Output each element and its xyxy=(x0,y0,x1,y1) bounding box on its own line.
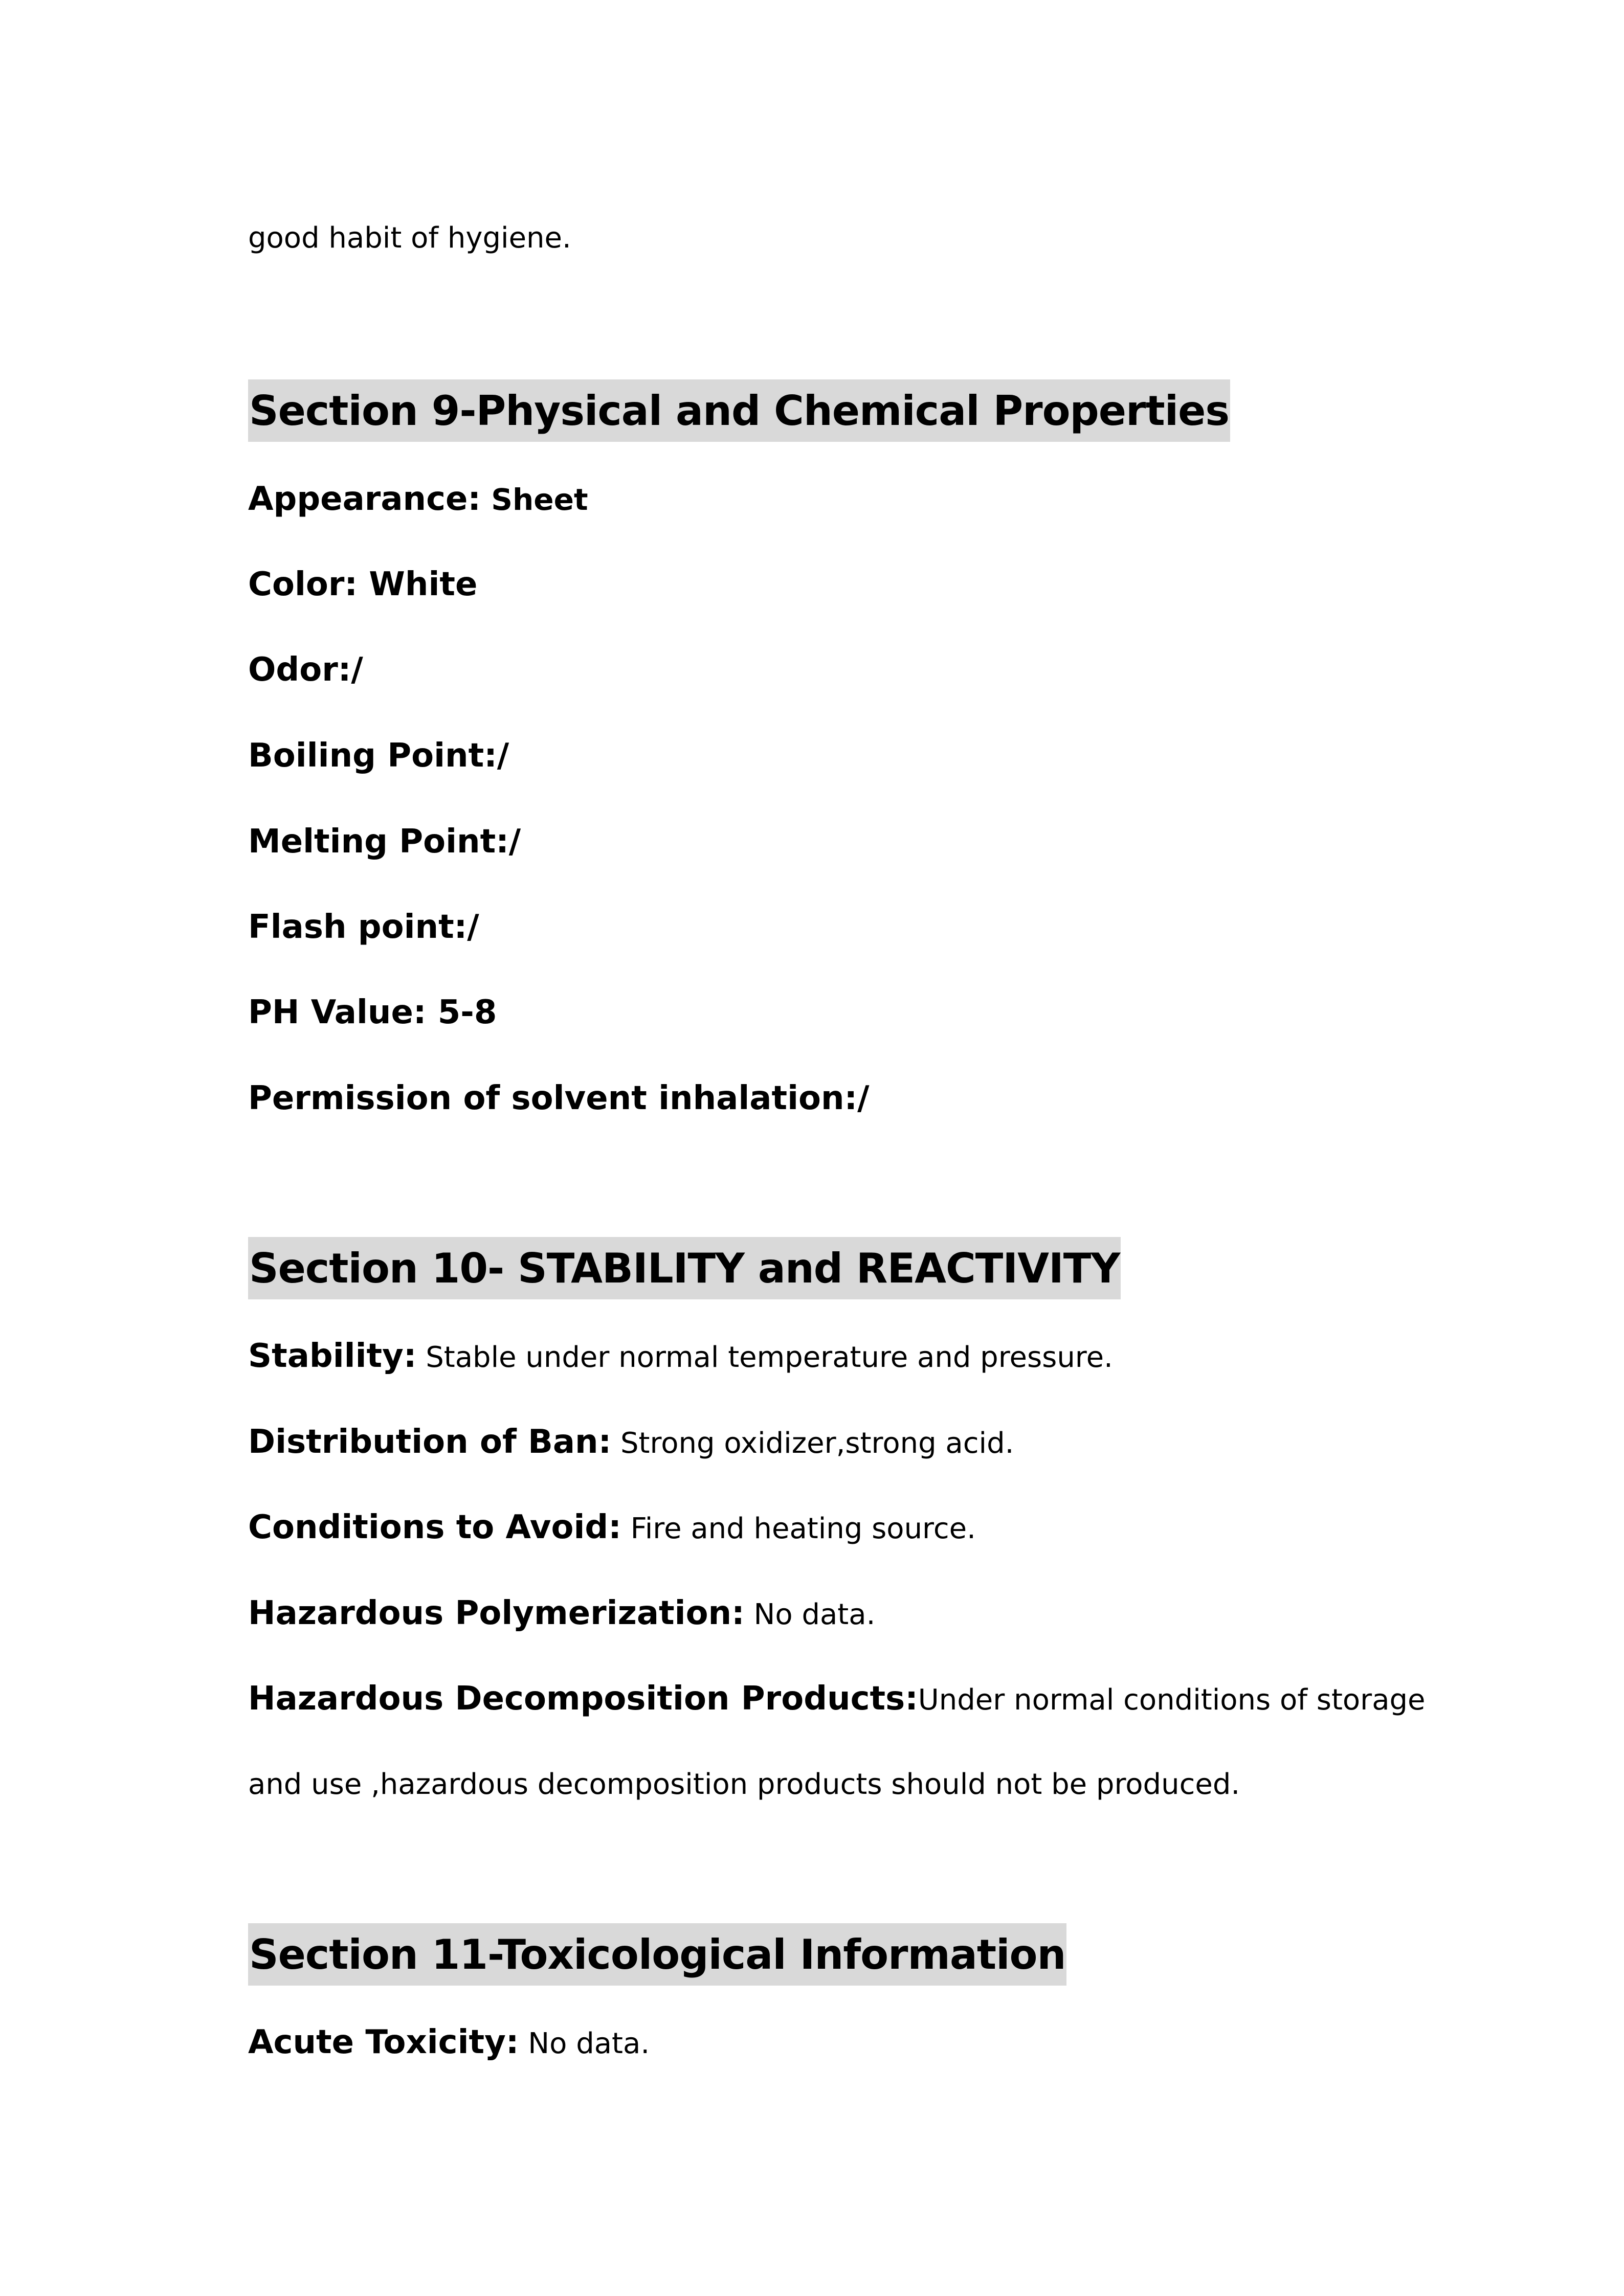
conditions-to-avoid-row xyxy=(248,1511,976,1544)
distribution-of-ban-row xyxy=(248,1423,1014,1461)
stability-value: Stable under normal temperature and pressure. xyxy=(416,1341,1113,1374)
hazardous-decomposition-label: Hazardous Decomposition Products: xyxy=(248,1680,918,1718)
conditions-to-avoid-value: Fire and heating source. xyxy=(621,1512,976,1545)
stability-label: Stability: xyxy=(248,1337,417,1375)
hazardous-polymerization-row xyxy=(248,1594,876,1632)
appearance-label: Appearance: xyxy=(248,480,481,518)
hazardous-decomposition-value: Under normal conditions of storage xyxy=(918,1683,1426,1717)
hazardous-polymerization-label: Hazardous Polymerization: xyxy=(248,1594,745,1632)
distribution-of-ban-value: Strong oxidizer,strong acid. xyxy=(611,1427,1014,1460)
section-9-heading: Section 9-Physical and Chemical Properties xyxy=(248,379,1230,442)
color-row: Color: White xyxy=(248,566,478,603)
section-10-heading: Section 10- STABILITY and REACTIVITY xyxy=(248,1237,1121,1299)
distribution-of-ban-label: Distribution of Ban: xyxy=(248,1423,612,1461)
solvent-inhalation-row: Permission of solvent inhalation:/ xyxy=(248,1079,870,1117)
hazardous-polymerization-value: No data. xyxy=(744,1598,876,1631)
conditions-to-avoid-label: Conditions to Avoid: xyxy=(248,1509,621,1546)
stability-row xyxy=(248,1337,1113,1375)
section-11-heading: Section 11-Toxicological Information xyxy=(248,1923,1066,1986)
melting-point-row: Melting Point:/ xyxy=(248,823,521,861)
intro-text: good habit of hygiene. xyxy=(248,221,571,255)
acute-toxicity-value: No data. xyxy=(519,2027,650,2060)
odor-row: Odor:/ xyxy=(248,651,363,689)
acute-toxicity-label: Acute Toxicity: xyxy=(248,2023,519,2061)
hazardous-decomposition-continuation: and use ,hazardous decomposition products should not be produced. xyxy=(248,1768,1240,1801)
acute-toxicity-row xyxy=(248,2023,650,2061)
boiling-point-row: Boiling Point:/ xyxy=(248,737,509,775)
flash-point-row: Flash point:/ xyxy=(248,908,479,946)
appearance-value: Sheet xyxy=(481,482,588,517)
ph-value-row: PH Value: 5-8 xyxy=(248,994,497,1031)
appearance-row xyxy=(248,480,588,518)
hazardous-decomposition-row xyxy=(248,1680,1426,1718)
